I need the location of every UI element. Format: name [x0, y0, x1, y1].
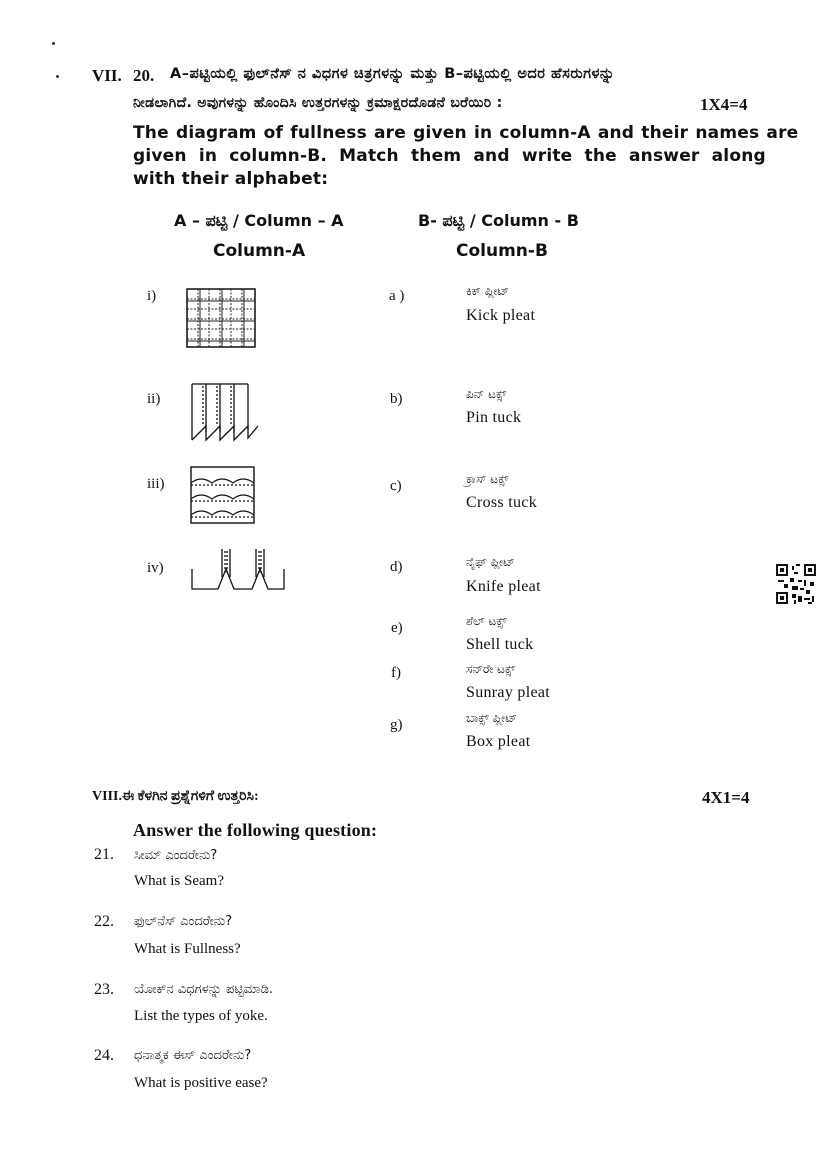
knife-pleat-icon — [188, 382, 262, 449]
question-kannada: ಫುಲ್‌ನೆಸ್ ಎಂದರೇನು? — [134, 914, 233, 929]
question-kannada-line1: A–ಪಟ್ಟಿಯಲ್ಲಿ ಫುಲ್‌ನೆಸ್ ನ ವಿಧಗಳ ಚಿತ್ರಗಳನ್ನು ಮತ್ತು B–ಪಟ್ಟಿಯಲ್ಲಿ ಅದರ ಹೆಸರುಗಳನ್ನು — [170, 66, 615, 82]
column-a-label: ii) — [147, 391, 161, 407]
option-english: Pin tuck — [466, 409, 522, 426]
question-kannada-line2: ನೀಡಲಾಗಿದೆ. ಅವುಗಳನ್ನು ಹೊಂದಿಸಿ ಉತ್ತರಗಳನ್ನು ಕ್ರಮಾಕ್ಷರದೊಡನೆ ಬರೆಯಿರಿ : — [133, 95, 503, 111]
scan-dot — [52, 42, 55, 45]
option-letter: e) — [391, 620, 403, 636]
section-number: VII. — [92, 66, 122, 85]
option-letter: a ) — [389, 288, 405, 304]
question-english-line2: given in column-B. Match them and write the answer along — [133, 146, 766, 166]
question-english: What is Seam? — [134, 873, 224, 889]
box-pleat-icon — [188, 547, 288, 598]
section-8-english-heading: Answer the following question: — [133, 820, 378, 840]
question-kannada: ಸೀಮ್ ಎಂದರೇನು? — [134, 848, 218, 863]
column-a-label: iv) — [147, 560, 164, 576]
option-kannada: ಕಿಕ್ ಪ್ಲೀಟ್ — [466, 284, 510, 298]
column-b-subheader: Column-B — [456, 241, 548, 261]
option-english: Kick pleat — [466, 307, 536, 324]
column-b-header: B- ಪಟ್ಟಿ / Column - B — [418, 211, 579, 230]
option-english: Box pleat — [466, 733, 531, 750]
question-english: What is positive ease? — [134, 1075, 268, 1091]
option-kannada: ಬಾಕ್ಸ್ ಪ್ಲೀಟ್ — [466, 711, 518, 725]
shell-tuck-icon — [190, 466, 256, 531]
option-kannada: ಸನ್‌ರೇ ಟಕ್ಸ್ — [466, 662, 516, 676]
question-number: 21. — [94, 846, 114, 863]
option-kannada: ನೈಫ್ ಪ್ಲೀಟ್ — [466, 555, 515, 569]
option-kannada: ಕ್ರಾಸ್ ಟಕ್ಸ್ — [466, 472, 509, 486]
option-letter: c) — [390, 478, 402, 494]
option-english: Cross tuck — [466, 494, 537, 511]
question-number: 23. — [94, 981, 114, 998]
question-number: 22. — [94, 913, 114, 930]
option-letter: b) — [390, 391, 403, 407]
option-letter: d) — [390, 559, 403, 575]
option-english: Shell tuck — [466, 636, 534, 653]
option-letter: f) — [391, 665, 401, 681]
scan-dot — [56, 75, 59, 78]
option-kannada: ಶೆಲ್ ಟಕ್ಸ್ — [466, 614, 507, 628]
option-letter: g) — [390, 717, 403, 733]
grid-check-icon — [186, 288, 258, 355]
question-number: 24. — [94, 1047, 114, 1064]
option-kannada: ಪಿನ್ ಟಕ್ಸ್ — [466, 387, 507, 401]
section-8-heading: VIII.ಈ ಕೆಳಗಿನ ಪ್ರಶ್ನೆಗಳಿಗೆ ಉತ್ತರಿಸಿ: — [92, 789, 259, 804]
column-a-header: A – ಪಟ್ಟಿ / Column – A — [174, 211, 344, 230]
option-english: Knife pleat — [466, 578, 541, 595]
column-a-label: i) — [147, 288, 157, 304]
question-kannada: ಧನಾತ್ಮಕ ಈಸ್ ಎಂದರೇನು? — [134, 1048, 252, 1063]
question-english-line1: The diagram of fullness are given in column-A and their names are — [133, 123, 799, 143]
question-number: 20. — [133, 66, 155, 85]
question-english: List the types of yoke. — [134, 1008, 268, 1024]
question-english-line3: with their alphabet: — [133, 169, 329, 189]
question-kannada: ಯೋಕ್‌ನ ವಿಧಗಳನ್ನು ಪಟ್ಟಿಮಾಡಿ. — [134, 982, 274, 997]
option-english: Sunray pleat — [466, 684, 551, 701]
qr-code-icon — [776, 564, 816, 609]
column-a-label: iii) — [147, 476, 165, 492]
column-a-subheader: Column-A — [213, 241, 306, 261]
question-english: What is Fullness? — [134, 941, 241, 957]
section-8-marks: 4X1=4 — [702, 788, 750, 807]
question-marks: 1X4=4 — [700, 95, 748, 114]
